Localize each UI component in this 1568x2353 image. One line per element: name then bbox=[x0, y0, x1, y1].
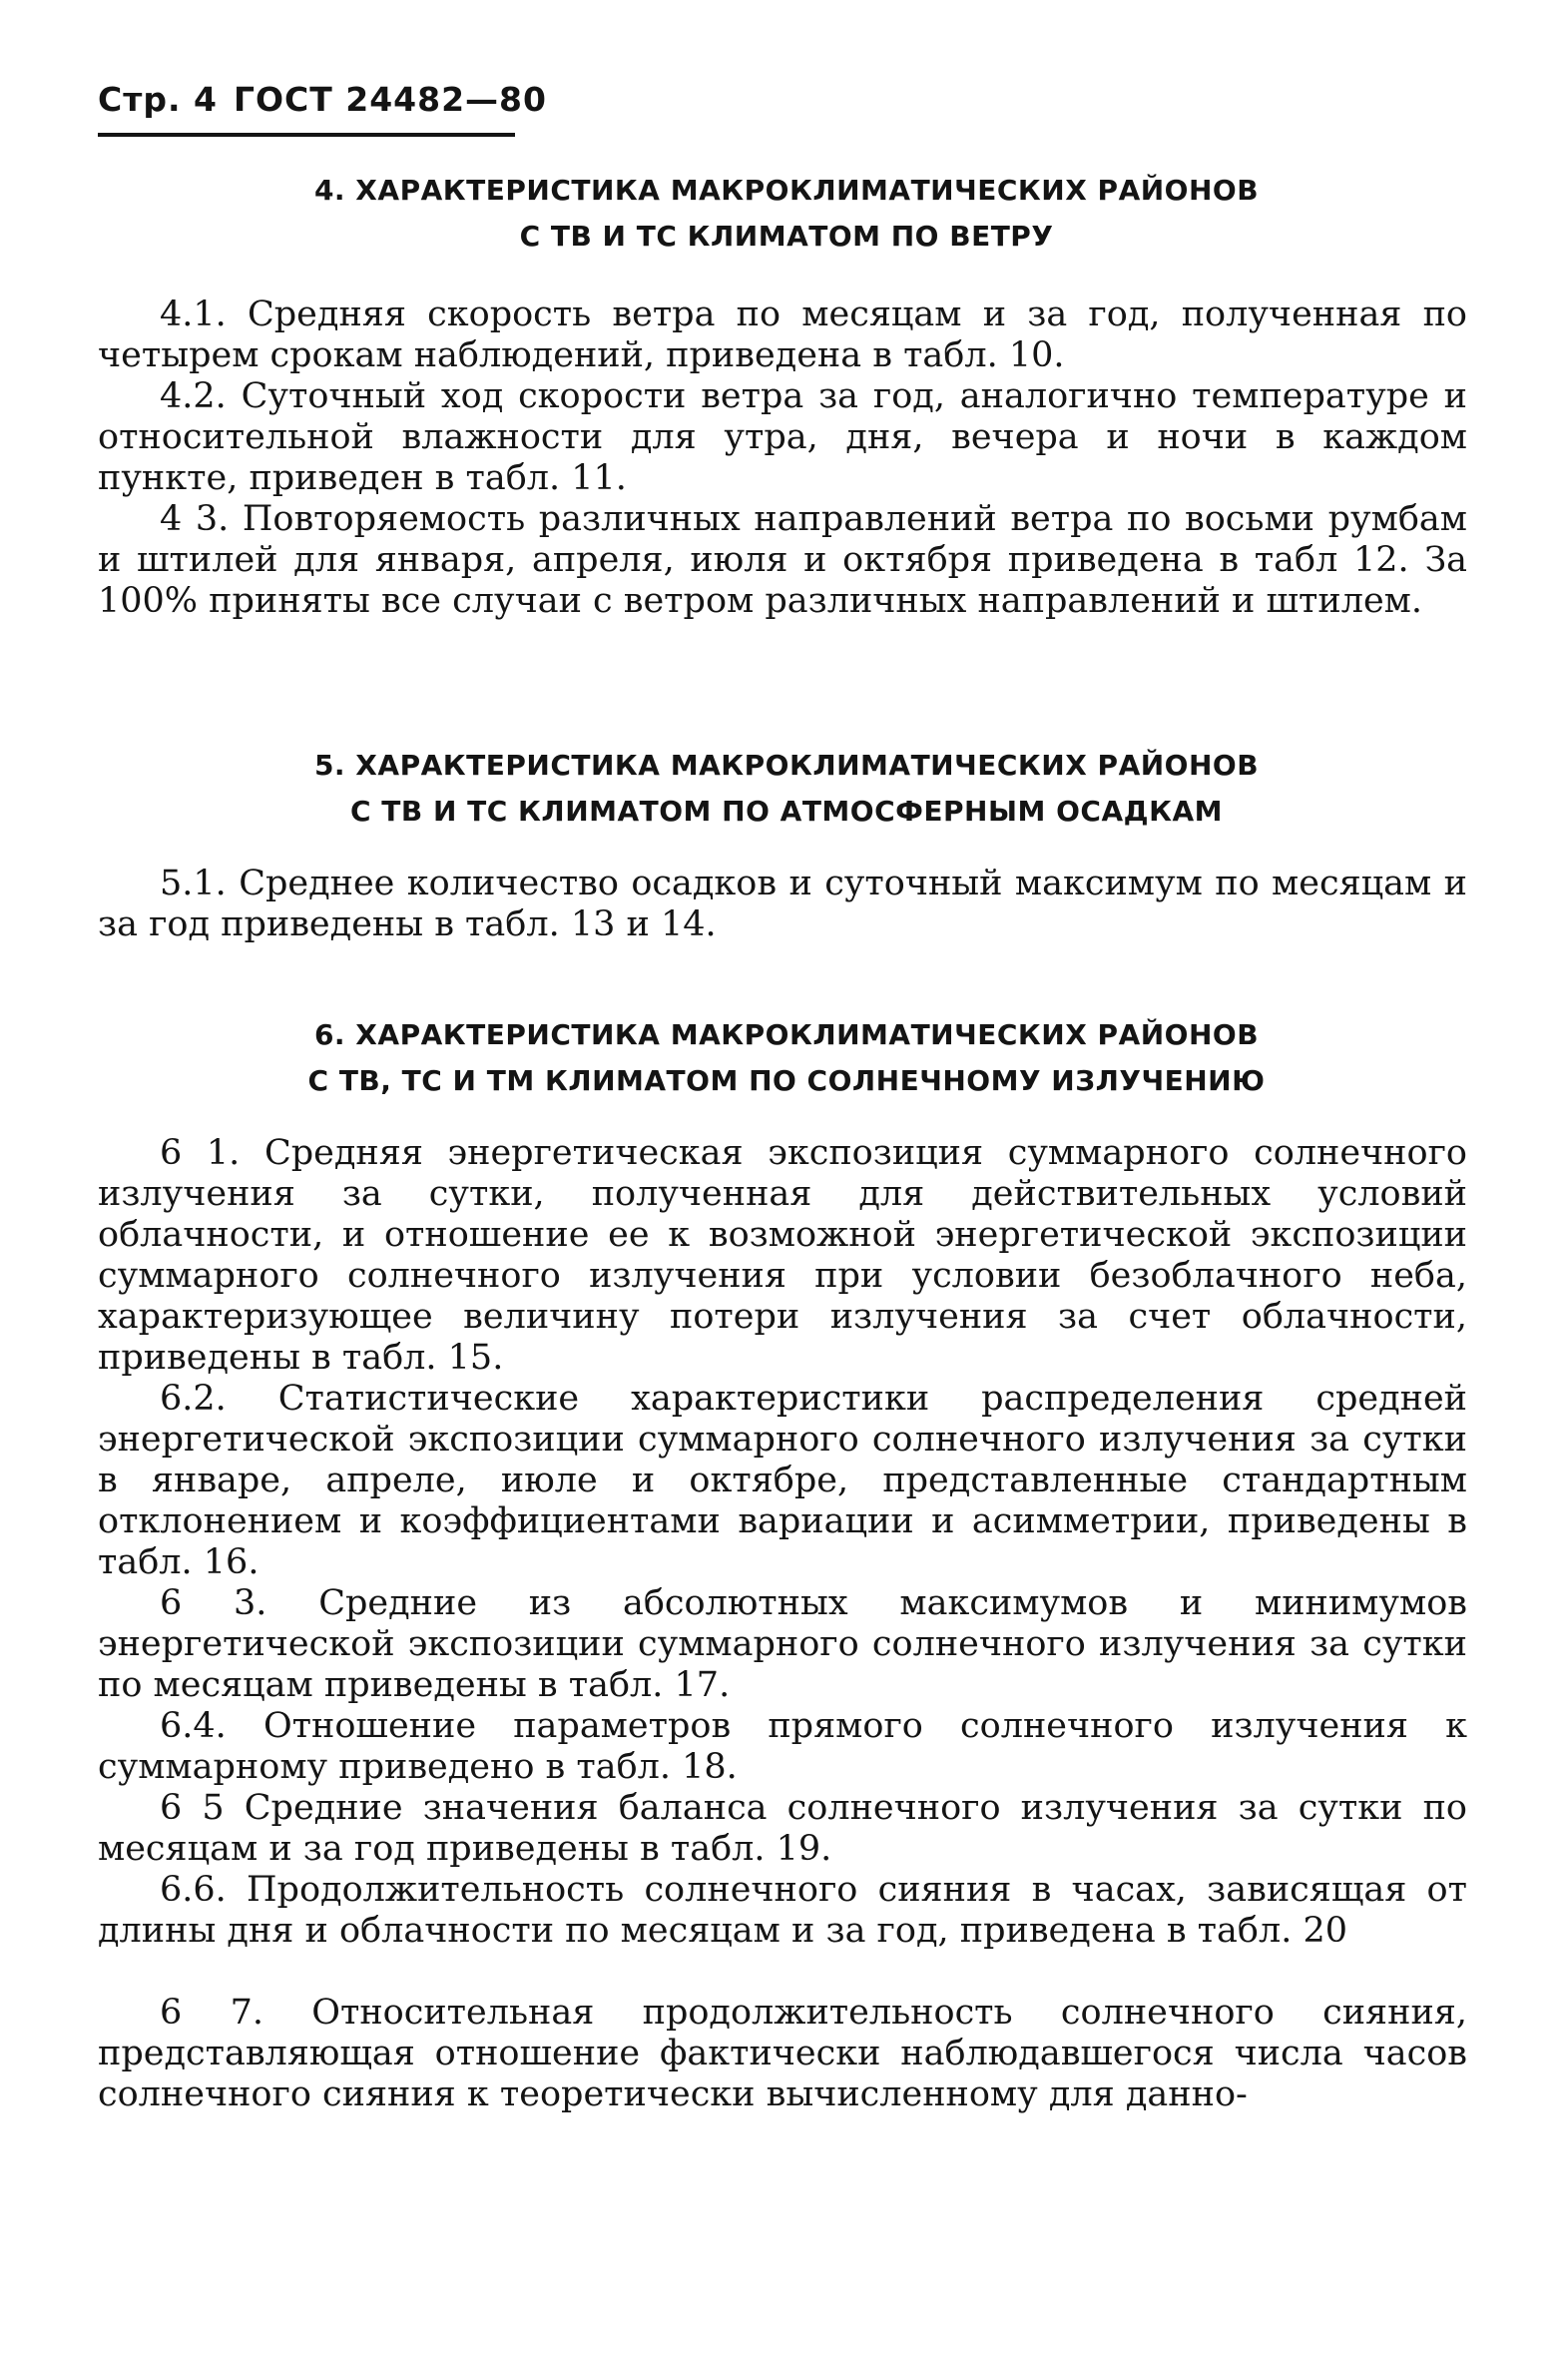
standard-number: ГОСТ 24482—80 bbox=[233, 80, 547, 119]
paragraph-6-1: 6 1. Средняя энергетическая экспозиция суммарного солнечного излучения за сутки, полученная для действительных условий облачности, и отношение ее к возможной энергетической экспозиции суммарного солнечного излучения при условии безоблачного неба, характеризующее величину потери излучения за счет облачности, приведены в табл. 15. bbox=[98, 1133, 1467, 1378]
paragraph-6-4: 6.4. Отношение параметров прямого солнечного излучения к суммарному приведено в табл. 18. bbox=[98, 1706, 1467, 1787]
heading-line: С ТВ, ТС И ТМ КЛИМАТОМ ПО СОЛНЕЧНОМУ ИЗЛУЧЕНИЮ bbox=[307, 1064, 1266, 1097]
header-rule bbox=[98, 133, 515, 137]
paragraph-4-2: 4.2. Суточный ход скорости ветра за год, аналогично температуре и относительной влажности для утра, дня, вечера и ночи в каждом пункте, приведен в табл. 11. bbox=[98, 376, 1467, 498]
section-5-heading bbox=[98, 743, 1475, 835]
section-4-heading bbox=[98, 168, 1475, 260]
heading-line: С ТВ И ТС КЛИМАТОМ ПО ВЕТРУ bbox=[519, 220, 1054, 253]
paragraph-4-1: 4.1. Средняя скорость ветра по месяцам и за год, полученная по четырем срокам наблюдений, приведена в табл. 10. bbox=[98, 294, 1467, 375]
heading-line: 4. ХАРАКТЕРИСТИКА МАКРОКЛИМАТИЧЕСКИХ РАЙОНОВ bbox=[313, 174, 1260, 207]
section-6-heading bbox=[98, 1012, 1475, 1104]
heading-line: С ТВ И ТС КЛИМАТОМ ПО АТМОСФЕРНЫМ ОСАДКАМ bbox=[349, 795, 1223, 828]
heading-line: 5. ХАРАКТЕРИСТИКА МАКРОКЛИМАТИЧЕСКИХ РАЙОНОВ bbox=[313, 749, 1260, 782]
paragraph-6-3: 6 3. Средние из абсолютных максимумов и минимумов энергетической экспозиции суммарного солнечного излучения за сутки по месяцам приведены в табл. 17. bbox=[98, 1583, 1467, 1705]
paragraph-4-3: 4 3. Повторяемость различных направлений ветра по восьми румбам и штилей для января, апреля, июля и октября приведена в табл 12. За 100% приняты все случаи с ветром различных направлений и штилем. bbox=[98, 499, 1467, 621]
heading-line: 6. ХАРАКТЕРИСТИКА МАКРОКЛИМАТИЧЕСКИХ РАЙОНОВ bbox=[313, 1018, 1260, 1051]
page-header bbox=[98, 80, 563, 119]
paragraph-6-2: 6.2. Статистические характеристики распределения средней энергетической экспозиции суммарного солнечного излучения за сутки в январе, апреле, июле и октябре, представленные стандартным отклонением и коэффициентами вариации и асимметрии, приведены в табл. 16. bbox=[98, 1379, 1467, 1582]
paragraph-6-5: 6 5 Средние значения баланса солнечного излучения за сутки по месяцам и за год приведены в табл. 19. bbox=[98, 1788, 1467, 1869]
paragraph-5-1: 5.1. Среднее количество осадков и суточный максимум по месяцам и за год приведены в табл. 13 и 14. bbox=[98, 864, 1467, 944]
paragraph-6-6: 6.6. Продолжительность солнечного сияния в часах, зависящая от длины дня и облачности по месяцам и за год, приведена в табл. 20 bbox=[98, 1870, 1467, 1951]
paragraph-6-7: 6 7. Относительная продолжительность солнечного сияния, представляющая отношение фактически наблюдавшегося числа часов солнечного сияния к теоретически вычисленному для данно- bbox=[98, 1993, 1467, 2114]
page-number: Стр. 4 bbox=[98, 80, 218, 119]
